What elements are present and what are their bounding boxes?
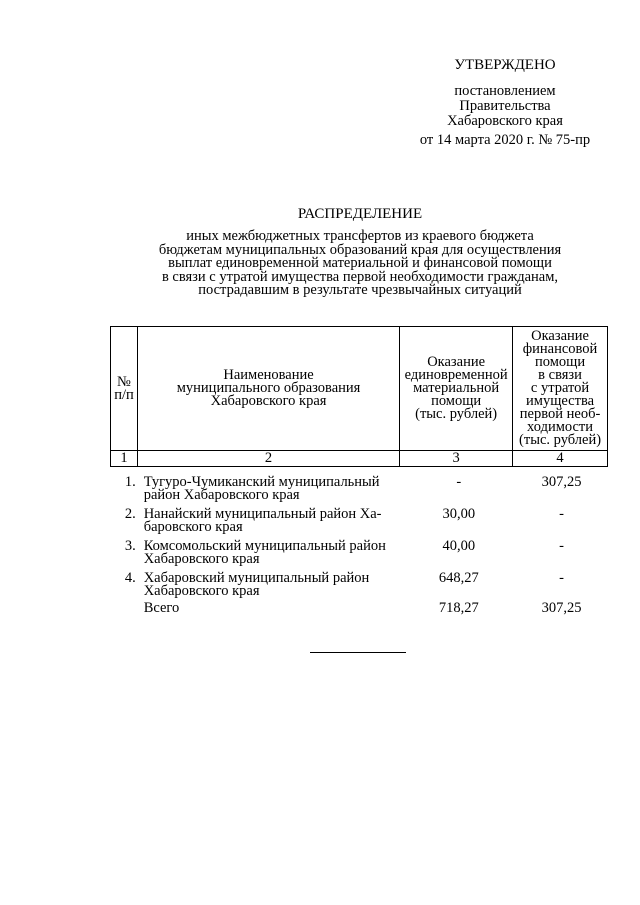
table-total-row	[110, 602, 608, 618]
column-number: 1	[111, 451, 138, 467]
approval-line: постановлением	[454, 83, 556, 99]
header-cell-number: № п/п	[111, 327, 138, 451]
title-sub-line: пострадавшим в результате чрезвычайных ситуаций	[198, 282, 522, 298]
document-title	[120, 206, 600, 298]
distribution-table-header	[110, 326, 608, 467]
title-sub	[120, 230, 600, 298]
column-number: 2	[137, 451, 399, 467]
title-main: РАСПРЕДЕЛЕНИЕ	[297, 206, 423, 222]
total-material: 718,27	[438, 600, 479, 616]
title-sub-line: бюджетам муниципальных образований края для осуществления	[158, 241, 562, 258]
column-number: 3	[400, 451, 513, 467]
end-divider	[310, 652, 406, 653]
approval-heading: УТВЕРЖДЕНО	[454, 57, 556, 73]
total-label: Всего	[143, 600, 180, 616]
header-cell-material-aid: Оказание единовременной материальной помощи (тыс. рублей)	[400, 327, 513, 451]
title-sub-line: выплат единовременной материальной и финансовой помощи	[168, 255, 552, 271]
header-cell-name: Наименование муниципального образования Хабаровского края	[137, 327, 399, 451]
table-row: 1. Тугуро-Чумиканский муниципальный район Хабаровского края - 307,25	[124, 474, 582, 503]
column-number: 4	[513, 451, 608, 467]
approval-line: Хабаровского края	[447, 113, 563, 129]
table-row: 3. Комсомольский муниципальный район Хабаровского края 40,00 -	[124, 538, 564, 567]
approval-line: Правительства	[459, 98, 551, 114]
title-sub-line: в связи с утратой имущества первой необходимости гражданам,	[161, 268, 559, 285]
total-financial: 307,25	[541, 600, 582, 616]
approval-block	[400, 58, 610, 148]
table-row: 4. Хабаровский муниципальный район Хабаровского края 648,27 -	[124, 570, 564, 599]
header-cell-financial-aid: Оказание финансовой помощи в связи с утратой имущества первой необ- ходимости (тыс. рублей)	[513, 327, 608, 451]
distribution-table-body	[110, 476, 608, 618]
table-row: 2. Нанайский муниципальный район Ха- баровского края 30,00 -	[124, 506, 564, 535]
approval-date: от 14 марта 2020 г. № 75-пр	[419, 132, 591, 148]
title-sub-line: иных межбюджетных трансфертов из краевого бюджета	[186, 228, 534, 244]
